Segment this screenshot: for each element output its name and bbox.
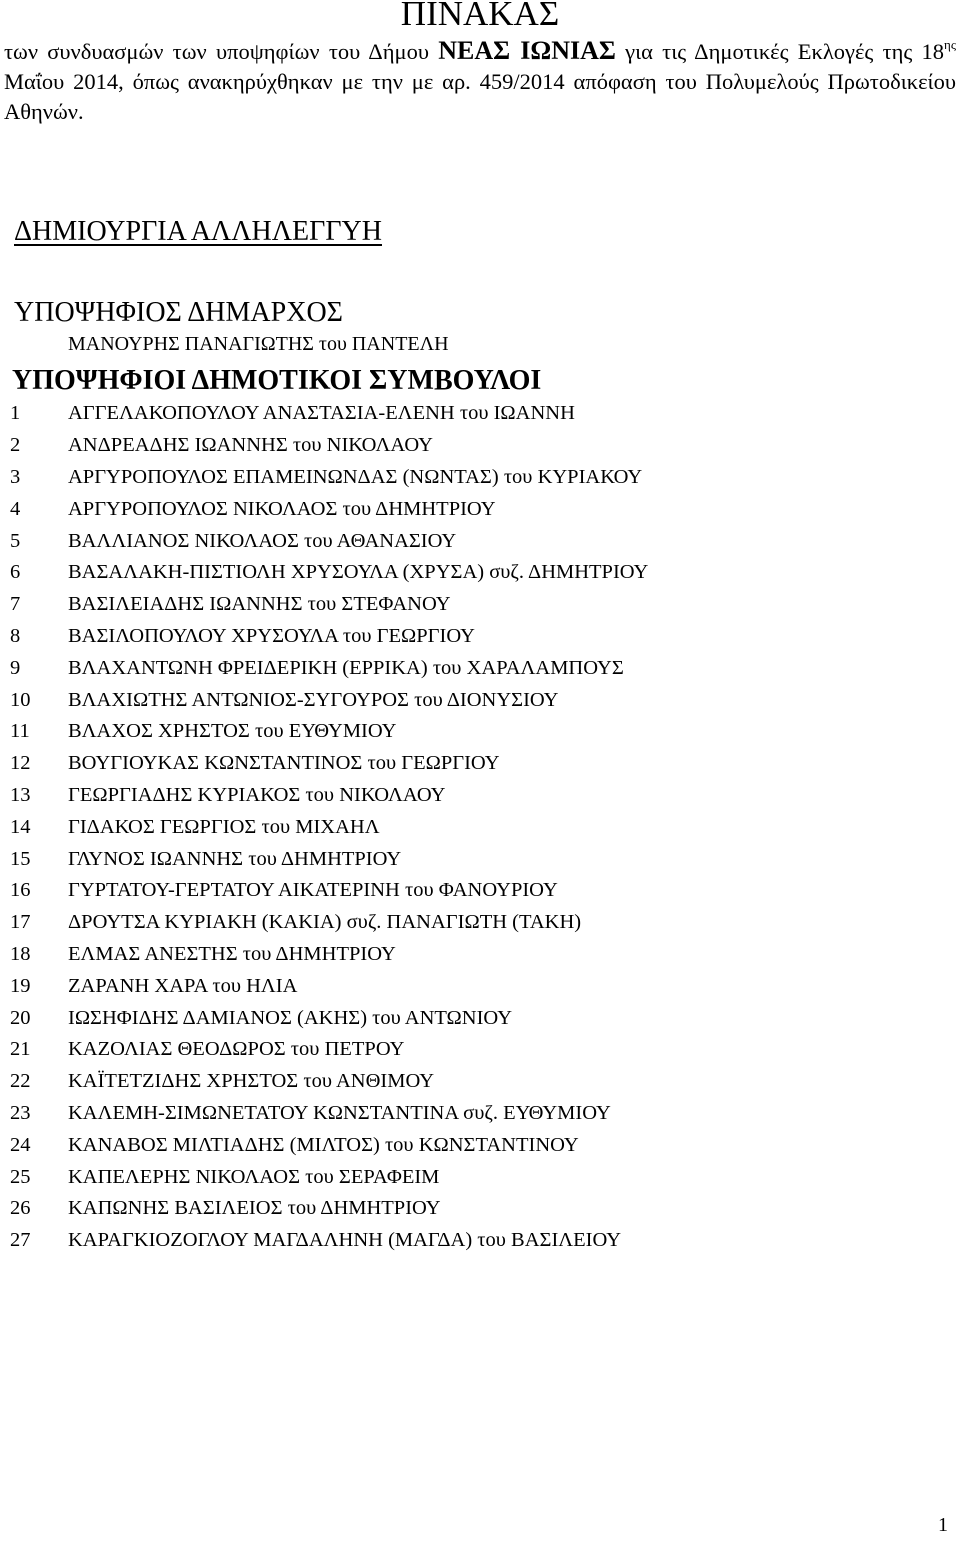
list-item — [10, 1002, 950, 1034]
candidate-number: 13 — [10, 783, 31, 806]
candidate-name: ΙΩΣΗΦΙΔΗΣ ΔΑΜΙΑΝΟΣ (ΑΚΗΣ) του ΑΝΤΩΝΙΟΥ — [68, 1006, 513, 1029]
candidate-name: ΑΡΓΥΡΟΠΟΥΛΟΣ ΝΙΚΟΛΑΟΣ του ΔΗΜΗΤΡΙΟΥ — [68, 497, 496, 520]
candidate-number: 14 — [10, 815, 31, 838]
candidate-name: ΖΑΡΑΝΗ ΧΑΡΑ του ΗΛΙΑ — [68, 974, 298, 997]
intro-text-part1: των συνδυασμών των υποψηφίων του Δήμου — [4, 39, 439, 64]
mayor-candidate-heading: ΥΠΟΨΗΦΙΟΣ ΔΗΜΑΡΧΟΣ — [14, 297, 343, 328]
candidate-name: ΚΑΠΕΛΕΡΗΣ ΝΙΚΟΛΑΟΣ του ΣΕΡΑΦΕΙΜ — [68, 1165, 440, 1188]
intro-paragraph — [4, 36, 956, 127]
candidate-number: 15 — [10, 847, 31, 870]
candidate-number: 2 — [10, 434, 21, 457]
candidate-number: 17 — [10, 911, 31, 934]
candidate-name: ΒΑΣΙΛΕΙΑΔΗΣ ΙΩΑΝΝΗΣ του ΣΤΕΦΑΝΟΥ — [68, 593, 451, 616]
candidate-number: 11 — [10, 720, 30, 743]
candidate-number: 18 — [10, 942, 31, 965]
candidate-number: 9 — [10, 656, 21, 679]
list-item — [10, 1129, 950, 1161]
candidate-name: ΚΑΛΕΜΗ-ΣΙΜΩΝΕΤΑΤΟΥ ΚΩΝΣΤΑΝΤΙΝΑ συζ. ΕΥΘΥΜΙΟΥ — [68, 1101, 611, 1124]
candidate-number: 5 — [10, 529, 21, 552]
candidate-name: ΚΑΝΑΒΟΣ ΜΙΛΤΙΑΔΗΣ (ΜΙΛΤΟΣ) του ΚΩΝΣΤΑΝΤΙΝΟΥ — [68, 1133, 579, 1156]
list-item — [10, 780, 950, 812]
candidate-name: ΚΑΠΩΝΗΣ ΒΑΣΙΛΕΙΟΣ του ΔΗΜΗΤΡΙΟΥ — [68, 1197, 441, 1220]
candidate-number: 21 — [10, 1038, 31, 1061]
list-item — [10, 907, 950, 939]
candidate-number: 10 — [10, 688, 31, 711]
intro-text-part2: για τις Δημοτικές Εκλογές της 18 — [615, 39, 945, 64]
candidate-number: 20 — [10, 1006, 31, 1029]
candidate-name: ΒΑΛΛΙΑΝΟΣ ΝΙΚΟΛΑΟΣ του ΑΘΑΝΑΣΙΟΥ — [68, 529, 457, 552]
list-item — [10, 1193, 950, 1225]
list-item — [10, 621, 950, 653]
list-item — [10, 875, 950, 907]
councillor-list — [10, 398, 950, 1257]
candidate-name: ΒΛΑΧΑΝΤΩΝΗ ΦΡΕΙΔΕΡΙΚΗ (ΕΡΡΙΚΑ) του ΧΑΡΑΛΑΜΠΟΥΣ — [68, 656, 624, 679]
candidate-number: 3 — [10, 465, 21, 488]
intro-text-part3: Μαΐου 2014, όπως ανακηρύχθηκαν με την με αρ. 459/2014 απόφαση του Πολυμελούς Πρωτοδικείου Αθηνών. — [4, 69, 956, 124]
list-item — [10, 843, 950, 875]
candidate-name: ΕΛΜΑΣ ΑΝΕΣΤΗΣ του ΔΗΜΗΤΡΙΟΥ — [68, 942, 396, 965]
page-number: 1 — [938, 1514, 948, 1536]
list-item — [10, 970, 950, 1002]
list-item — [10, 684, 950, 716]
list-item — [10, 1098, 950, 1130]
candidate-name: ΒΑΣΑΛΑΚΗ-ΠΙΣΤΙΟΛΗ ΧΡΥΣΟΥΛΑ (ΧΡΥΣΑ) συζ. ΔΗΜΗΤΡΙΟΥ — [68, 561, 649, 584]
candidate-name: ΓΛΥΝΟΣ ΙΩΑΝΝΗΣ του ΔΗΜΗΤΡΙΟΥ — [68, 847, 402, 870]
candidate-number: 6 — [10, 561, 21, 584]
candidate-name: ΓΙΔΑΚΟΣ ΓΕΩΡΓΙΟΣ του ΜΙΧΑΗΛ — [68, 815, 380, 838]
list-item — [10, 811, 950, 843]
list-item — [10, 1225, 950, 1257]
candidate-name: ΚΑΪΤΕΤΖΙΔΗΣ ΧΡΗΣΤΟΣ του ΑΝΘΙΜΟΥ — [68, 1070, 435, 1093]
list-item — [10, 1161, 950, 1193]
candidate-name: ΓΕΩΡΓΙΑΔΗΣ ΚΥΡΙΑΚΟΣ του ΝΙΚΟΛΑΟΥ — [68, 783, 446, 806]
list-item — [10, 1034, 950, 1066]
candidate-number: 1 — [10, 402, 21, 425]
candidate-number: 24 — [10, 1133, 31, 1156]
candidate-name: ΔΡΟΥΤΣΑ ΚΥΡΙΑΚΗ (ΚΑΚΙΑ) συζ. ΠΑΝΑΓΙΩΤΗ (ΤΑΚΗ) — [68, 911, 582, 934]
candidate-number: 7 — [10, 593, 21, 616]
list-item — [10, 525, 950, 557]
candidate-number: 27 — [10, 1229, 31, 1252]
candidate-number: 19 — [10, 974, 31, 997]
list-item — [10, 1066, 950, 1098]
list-item — [10, 716, 950, 748]
candidate-name: ΒΟΥΓΙΟΥΚΑΣ ΚΩΝΣΤΑΝΤΙΝΟΣ του ΓΕΩΡΓΙΟΥ — [68, 752, 500, 775]
list-item — [10, 557, 950, 589]
candidate-name: ΑΡΓΥΡΟΠΟΥΛΟΣ ΕΠΑΜΕΙΝΩΝΔΑΣ (ΝΩΝΤΑΣ) του ΚΥΡΙΑΚΟΥ — [68, 465, 643, 488]
candidate-number: 25 — [10, 1165, 31, 1188]
list-item — [10, 589, 950, 621]
candidate-number: 23 — [10, 1101, 31, 1124]
mayor-candidate-name: ΜΑΝΟΥΡΗΣ ΠΑΝΑΓΙΩΤΗΣ του ΠΑΝΤΕΛΗ — [68, 333, 449, 355]
candidate-name: ΒΛΑΧΟΣ ΧΡΗΣΤΟΣ του ΕΥΘΥΜΙΟΥ — [68, 720, 397, 743]
candidate-name: ΚΑΡΑΓΚΙΟΖΟΓΛΟΥ ΜΑΓΔΑΛΗΝΗ (ΜΑΓΔΑ) του ΒΑΣΙΛΕΙΟΥ — [68, 1229, 622, 1252]
municipality-name: ΝΕΑΣ ΙΩΝΙΑΣ — [438, 36, 616, 65]
candidate-number: 26 — [10, 1197, 31, 1220]
candidate-number: 16 — [10, 879, 31, 902]
list-item — [10, 939, 950, 971]
candidate-name: ΒΛΑΧΙΩΤΗΣ ΑΝΤΩΝΙΟΣ-ΣΥΓΟΥΡΟΣ του ΔΙΟΝΥΣΙΟΥ — [68, 688, 559, 711]
candidate-number: 22 — [10, 1070, 31, 1093]
candidate-name: ΚΑΖΟΛΙΑΣ ΘΕΟΔΩΡΟΣ του ΠΕΤΡΟΥ — [68, 1038, 405, 1061]
list-item — [10, 398, 950, 430]
list-item — [10, 430, 950, 462]
councillor-candidates-heading: ΥΠΟΨΗΦΙΟΙ ΔΗΜΟΤΙΚΟΙ ΣΥΜΒΟΥΛΟΙ — [12, 365, 542, 396]
candidate-name: ΒΑΣΙΛΟΠΟΥΛΟΥ ΧΡΥΣΟΥΛΑ του ΓΕΩΡΓΙΟΥ — [68, 624, 475, 647]
list-item — [10, 748, 950, 780]
candidate-name: ΓΥΡΤΑΤΟΥ-ΓΕΡΤΑΤΟΥ ΑΙΚΑΤΕΡΙΝΗ του ΦΑΝΟΥΡΙΟΥ — [68, 879, 558, 902]
candidate-number: 4 — [10, 497, 21, 520]
candidate-name: ΑΓΓΕΛΑΚΟΠΟΥΛΟΥ ΑΝΑΣΤΑΣΙΑ-ΕΛΕΝΗ του ΙΩΑΝΝΗ — [68, 402, 575, 425]
ordinal-superscript: ης — [944, 37, 956, 52]
document-title: ΠΙΝΑΚΑΣ — [400, 0, 560, 33]
list-item — [10, 493, 950, 525]
candidate-number: 8 — [10, 624, 21, 647]
candidate-name: ΑΝΔΡΕΑΔΗΣ ΙΩΑΝΝΗΣ του ΝΙΚΟΛΑΟΥ — [68, 434, 433, 457]
list-item — [10, 652, 950, 684]
candidate-number: 12 — [10, 752, 31, 775]
party-name-heading: ΔΗΜΙΟΥΡΓΙΑ ΑΛΛΗΛΕΓΓΥΗ — [14, 216, 382, 247]
list-item — [10, 462, 950, 494]
